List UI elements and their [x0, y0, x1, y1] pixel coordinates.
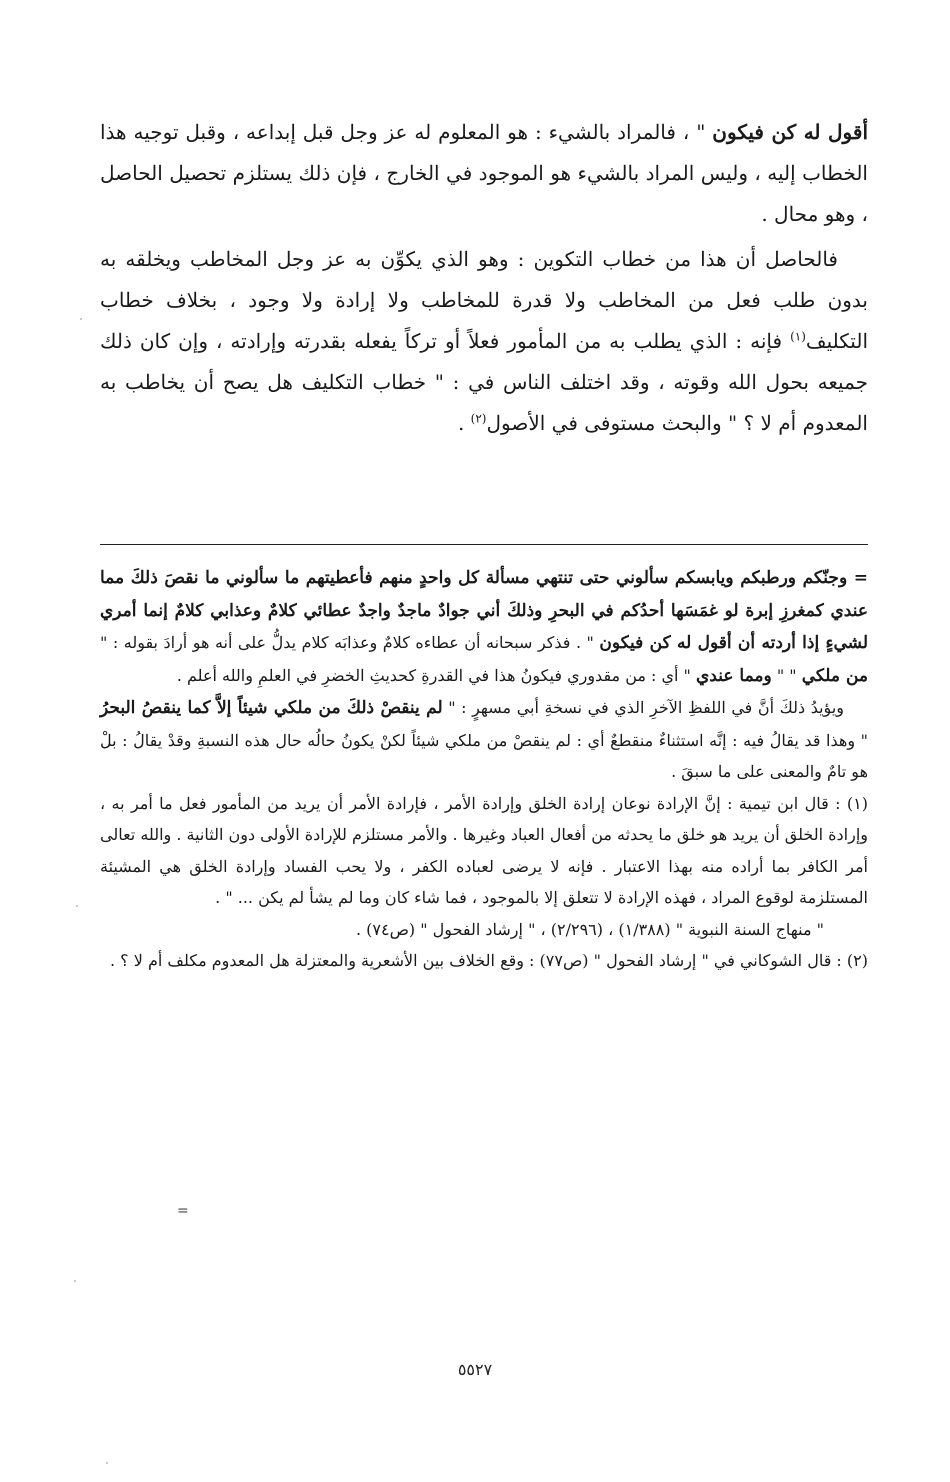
- footnote-1: (١) : قال ابن تيمية : إنَّ الإرادة نوعان إرادة الخلق وإرادة الأمر ، فإرادة الأمر أن يريد من المأمور فعل ما أمر به ، وإرادة الخلق أن يريد هو خلق ما يحدثه من أفعال العباد وغيرها . والأمر مستلزم للإرادة الأولى دون الثانية . والله تعالى أمر الكافر بما أراده منه بهذا الاعتبار . فإنه لا يرضى لعباده الكفر ، ولا يحب الفساد وإرادة الخلق هي المشيئة المستلزمة لوقوع المراد ، فهذه الإرادة لا تتعلق إلا بالموجود ، فما شاء كان وما لم يشأ لم يكن ... " .: [100, 793, 868, 907]
- footnote-ref-2[interactable]: (٢): [470, 411, 487, 426]
- commentary-text: " وهذا قد يقالُ فيه : إنَّه استثناءٌ منقطعٌ أي : لم ينقصْ من ملكي شيئاً لكنْ يكونُ حالُه حال هذه النسبةِ وقدْ يقالُ : بلْ هو تامٌ والمعنى على ما سبقَ .: [100, 730, 868, 781]
- paragraph-2-text-a: فالحاصل أن هذا من خطاب التكوين : وهو الذي يكوِّن به عز وجل المخاطب ويخلقه به بدون طلب فعل من المخاطب ولا قدرة للمخاطب ولا إرادة ولا وجود ، بخلاف خطاب التكليف: [100, 247, 868, 353]
- paragraph-2-text-c: .: [457, 411, 471, 435]
- scan-speck: [76, 905, 78, 907]
- quoted-phrase-bold: من ملكي: [801, 665, 868, 686]
- footnote-2: (٢) : قال الشوكاني في " إرشاد الفحول " (ص٧٧) : وقع الخلاف بين الأشعرية والمعتزلة هل المعدوم مكلف أم لا ؟ .: [110, 951, 868, 970]
- quote-bold: أقول له كن فيكون: [712, 120, 869, 144]
- commentary-text: " . فذكر سبحانه أن عطاءه كلامٌ وعذابَه كلام يدلُّ على أنه هو أرادَ بقوله : ": [100, 633, 600, 652]
- footnotes-section: [100, 562, 868, 977]
- footnote-continuation-1: [100, 562, 868, 692]
- scan-speck: [106, 1462, 108, 1464]
- page-number: ٥٥٢٧: [457, 1360, 493, 1379]
- paragraph-2: [100, 239, 868, 444]
- paragraph-2-text-b: فإنه : الذي يطلب به من المأمور فعلاً أو تركاً يفعله بقدرته وإرادته ، وإن كان ذلك جميعه بحول الله وقوته ، وقد اختلف الناس في : " خطاب التكليف هل يصح أن يخاطب به المعدوم أم لا ؟ " والبحث مستوفى في الأصول: [100, 329, 868, 435]
- commentary-text: " ": [771, 665, 802, 685]
- commentary-text: ويؤيدُ ذلكَ أنَّ في اللفظِ الآخرِ الذي في نسخةِ أبي مسهرٍ : ": [442, 698, 845, 717]
- footnote-continuation-2: [100, 692, 868, 788]
- paragraph-1: [100, 112, 868, 235]
- footnote-divider: [100, 544, 868, 545]
- scan-speck: [80, 318, 82, 320]
- quoted-phrase-bold: ومما عندي: [696, 665, 772, 686]
- footnote-ref-1[interactable]: (١): [790, 329, 806, 344]
- quoted-phrase-bold: لم ينقصْ ذلكَ من ملكي شيئاً إلاَّ كما ينقصُ البحرُ: [100, 698, 443, 718]
- scan-speck: [74, 1280, 76, 1282]
- commentary-text: " أي : من مقدوري فيكونُ هذا في القدرةِ كحديثِ الخضرِ في العلمِ والله أعلم .: [176, 665, 696, 685]
- hadith-text-bold: = وجنّكم ورطبكم ويابسكم سألوني حتى تنتهي مسألة كل واحدٍ منهم فأعطيتهم ما سألوني ما نقصَ ذلكَ مما عندي كمغرزِ إبرة لو غمَسَها أحدُكم في البحرِ وذلكَ أني جوادٌ ماجدٌ واجدٌ عطائي كلامٌ وعذابي كلامٌ إنما أمري لشيءٍ إذا أردته أن أقول له كن فيكون: [100, 568, 868, 653]
- paragraph-1-text: " ، فالمراد بالشيء : هو المعلوم له عز وجل قبل إبداعه ، وقبل توجيه هذا الخطاب إليه ، وليس المراد بالشيء هو الموجود في الخارج ، فإن ذلك يستلزم تحصيل الحاصل ، وهو محال .: [100, 120, 868, 226]
- continuation-mark: =: [177, 1203, 189, 1219]
- footnote-1-source: " منهاج السنة النبوية " (١/٣٨٨) ، (٢/٢٩٦) ، " إرشاد الفحول " (ص٧٤) .: [355, 919, 824, 939]
- main-body-text: [100, 112, 868, 444]
